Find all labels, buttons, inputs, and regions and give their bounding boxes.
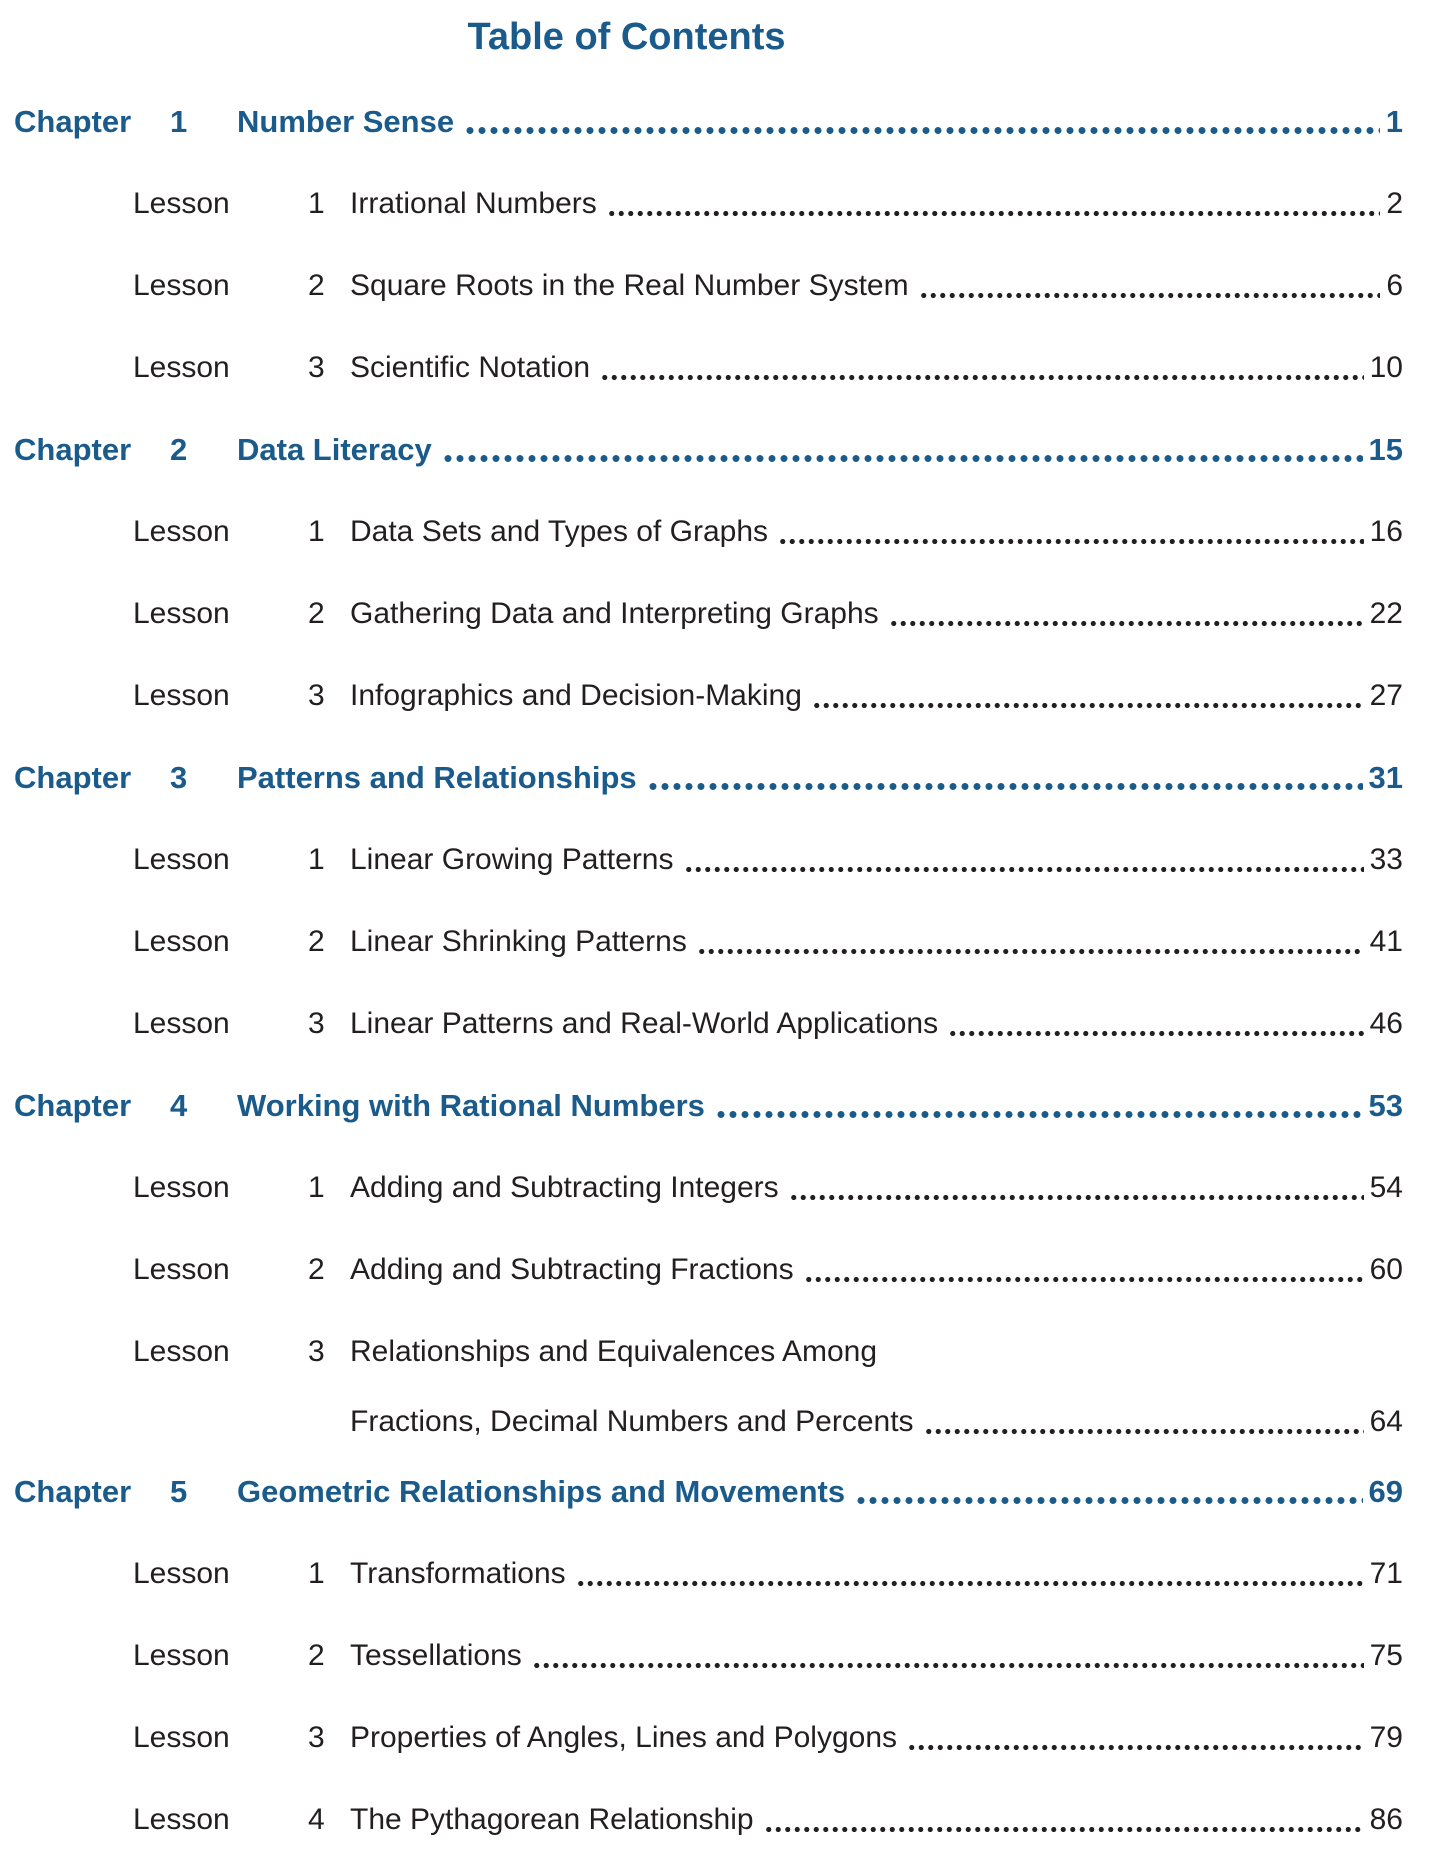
dot-leader (532, 1643, 1364, 1669)
lesson-label: Lesson (133, 1639, 230, 1672)
lesson-label: Lesson (133, 1253, 230, 1286)
lesson-row (14, 983, 1403, 1065)
lesson-row (14, 491, 1403, 573)
chapter-2-row (14, 409, 1403, 491)
chapter-5-row (14, 1451, 1403, 1533)
chapter-4-row (14, 1065, 1403, 1147)
lesson-label: Lesson (133, 1803, 230, 1836)
dot-leader (919, 273, 1381, 299)
lesson-label: Lesson (133, 597, 230, 630)
lesson-title: Adding and Subtracting Fractions (350, 1253, 794, 1286)
chapter-label: Chapter (14, 760, 132, 795)
lesson-page-number: 41 (1369, 925, 1403, 958)
lesson-page-number: 54 (1369, 1171, 1403, 1204)
lesson-page-number: 22 (1369, 597, 1403, 630)
lesson-title: Irrational Numbers (350, 187, 597, 220)
lesson-label: Lesson (133, 187, 230, 220)
lesson-row (14, 655, 1403, 737)
lesson-row (14, 1311, 1403, 1451)
lesson-row (14, 163, 1403, 245)
lesson-row (14, 1229, 1403, 1311)
dot-leader (804, 1257, 1364, 1283)
lesson-number: 2 (308, 269, 325, 302)
chapter-page-number: 53 (1368, 1088, 1403, 1123)
dot-leader (442, 437, 1363, 463)
dot-leader (907, 1725, 1364, 1751)
dot-leader (464, 109, 1380, 135)
dot-leader (778, 519, 1364, 545)
lesson-page-number: 79 (1369, 1721, 1403, 1754)
lesson-row (14, 1533, 1403, 1615)
chapter-1-row (14, 81, 1403, 163)
lesson-page-number: 75 (1369, 1639, 1403, 1672)
lesson-title-line-1: Relationships and Equivalences Among (350, 1335, 878, 1368)
chapter-page-number: 69 (1368, 1474, 1403, 1509)
lesson-label: Lesson (133, 1007, 230, 1040)
lesson-title: Adding and Subtracting Integers (350, 1171, 779, 1204)
lesson-title: The Pythagorean Relationship (350, 1803, 754, 1836)
lesson-page-number: 86 (1369, 1803, 1403, 1836)
dot-leader (948, 1011, 1364, 1037)
lesson-row (14, 819, 1403, 901)
lesson-number: 3 (308, 1335, 325, 1368)
lesson-title: Gathering Data and Interpreting Graphs (350, 597, 879, 630)
dot-leader (576, 1561, 1364, 1587)
lesson-label: Lesson (133, 515, 230, 548)
lesson-number: 3 (308, 1007, 325, 1040)
chapter-label: Chapter (14, 1474, 132, 1509)
chapter-title: Working with Rational Numbers (237, 1088, 705, 1123)
dot-leader (684, 847, 1364, 873)
lesson-number: 1 (308, 1557, 325, 1590)
lesson-label: Lesson (133, 843, 230, 876)
lesson-page-number: 16 (1369, 515, 1403, 548)
lesson-title: Properties of Angles, Lines and Polygons (350, 1721, 898, 1754)
lesson-page-number: 60 (1369, 1253, 1403, 1286)
lesson-row (14, 573, 1403, 655)
page-title: Table of Contents (467, 16, 786, 58)
dot-leader (764, 1807, 1364, 1833)
dot-leader (889, 601, 1364, 627)
chapter-title: Patterns and Relationships (237, 760, 637, 795)
lesson-number: 2 (308, 597, 325, 630)
chapter-title: Geometric Relationships and Movements (237, 1474, 846, 1509)
dot-leader (855, 1479, 1362, 1505)
lesson-label: Lesson (133, 269, 230, 302)
lesson-page-number: 6 (1386, 269, 1403, 302)
lesson-row (14, 1697, 1403, 1779)
dot-leader (600, 355, 1364, 381)
chapter-page-number: 1 (1385, 104, 1403, 139)
lesson-row (14, 1615, 1403, 1697)
lesson-number: 2 (308, 1639, 325, 1672)
chapter-label: Chapter (14, 432, 132, 467)
lesson-page-number: 10 (1369, 351, 1403, 384)
lesson-number: 3 (308, 351, 325, 384)
lesson-page-number: 71 (1369, 1557, 1403, 1590)
chapter-number: 2 (170, 432, 188, 467)
dot-leader (715, 1093, 1363, 1119)
lesson-title: Scientific Notation (350, 351, 591, 384)
chapter-title: Number Sense (237, 104, 455, 139)
lesson-title: Linear Growing Patterns (350, 843, 674, 876)
lesson-number: 4 (308, 1803, 325, 1836)
lesson-title-line-2: Fractions, Decimal Numbers and Percents (350, 1405, 914, 1438)
lesson-label: Lesson (133, 1335, 230, 1368)
lesson-row (14, 245, 1403, 327)
chapter-page-number: 15 (1368, 432, 1403, 467)
chapter-page-number: 31 (1368, 760, 1403, 795)
chapter-3-row (14, 737, 1403, 819)
dot-leader (924, 1409, 1364, 1435)
lesson-title: Square Roots in the Real Number System (350, 269, 909, 302)
lesson-title: Linear Shrinking Patterns (350, 925, 687, 958)
lesson-row (14, 327, 1403, 409)
lesson-number: 2 (308, 1253, 325, 1286)
lesson-title: Data Sets and Types of Graphs (350, 515, 769, 548)
lesson-title: Linear Patterns and Real-World Applications (350, 1007, 939, 1040)
lesson-title: Transformations (350, 1557, 566, 1590)
dot-leader (607, 191, 1381, 217)
lesson-label: Lesson (133, 351, 230, 384)
lesson-number: 2 (308, 925, 325, 958)
chapter-title: Data Literacy (237, 432, 432, 467)
lesson-label: Lesson (133, 679, 230, 712)
lesson-number: 1 (308, 187, 325, 220)
lesson-row (14, 901, 1403, 983)
lesson-page-number: 46 (1369, 1007, 1403, 1040)
dot-leader (812, 683, 1364, 709)
chapter-number: 5 (170, 1474, 188, 1509)
lesson-label: Lesson (133, 1721, 230, 1754)
lesson-page-number: 2 (1386, 187, 1403, 220)
chapter-label: Chapter (14, 104, 132, 139)
lesson-row (14, 1779, 1403, 1861)
lesson-label: Lesson (133, 925, 230, 958)
chapter-number: 3 (170, 760, 188, 795)
lesson-number: 1 (308, 843, 325, 876)
chapter-label: Chapter (14, 1088, 132, 1123)
dot-leader (697, 929, 1364, 955)
lesson-title: Infographics and Decision-Making (350, 679, 802, 712)
lesson-number: 3 (308, 679, 325, 712)
lesson-row (14, 1147, 1403, 1229)
lesson-number: 1 (308, 1171, 325, 1204)
lesson-page-number: 33 (1369, 843, 1403, 876)
lesson-number: 1 (308, 515, 325, 548)
lesson-label: Lesson (133, 1171, 230, 1204)
dot-leader (647, 765, 1363, 791)
chapter-number: 4 (170, 1088, 188, 1123)
chapter-number: 1 (170, 104, 188, 139)
lesson-page-number: 27 (1369, 679, 1403, 712)
lesson-number: 3 (308, 1721, 325, 1754)
lesson-label: Lesson (133, 1557, 230, 1590)
lesson-title: Tessellations (350, 1639, 522, 1672)
lesson-page-number: 64 (1369, 1405, 1403, 1438)
dot-leader (789, 1175, 1364, 1201)
